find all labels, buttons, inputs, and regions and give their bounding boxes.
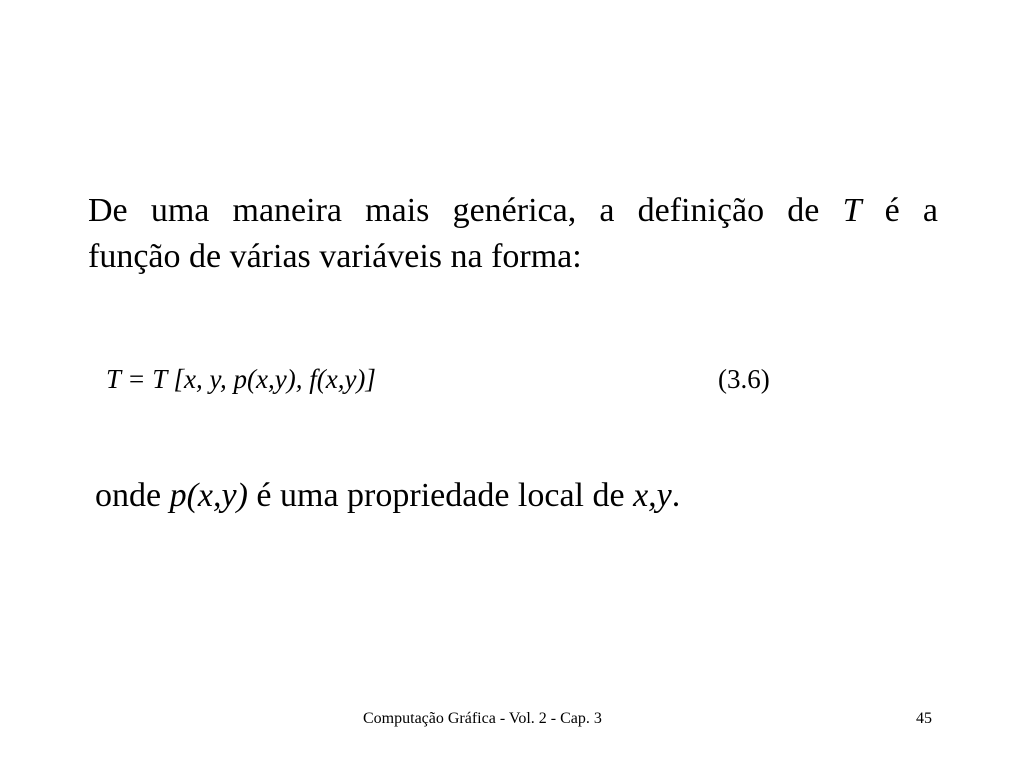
variable-t: T [842, 192, 862, 229]
definition-line-2: função de várias variáveis na forma: [88, 238, 582, 275]
definition-text-start: De uma maneira mais genérica, a definição de [88, 192, 843, 229]
explanation-period: . [671, 477, 681, 514]
definition-text-end: é a [861, 192, 939, 229]
variable-p: p(x,y) [169, 477, 248, 514]
equation-formula: T = T [x, y, p(x,y), f(x,y)] [106, 364, 376, 394]
footer-title: Computação Gráfica - Vol. 2 - Cap. 3 [363, 710, 602, 727]
equation-number: (3.6) [718, 364, 770, 394]
explanation-text-1: onde [95, 477, 170, 514]
definition-line-1 [88, 188, 938, 234]
explanation-paragraph [95, 474, 680, 518]
explanation-text-2: é uma propriedade local de [247, 477, 634, 514]
definition-paragraph [88, 188, 938, 280]
variable-xy: x,y [633, 477, 672, 514]
page-number: 45 [916, 710, 932, 727]
